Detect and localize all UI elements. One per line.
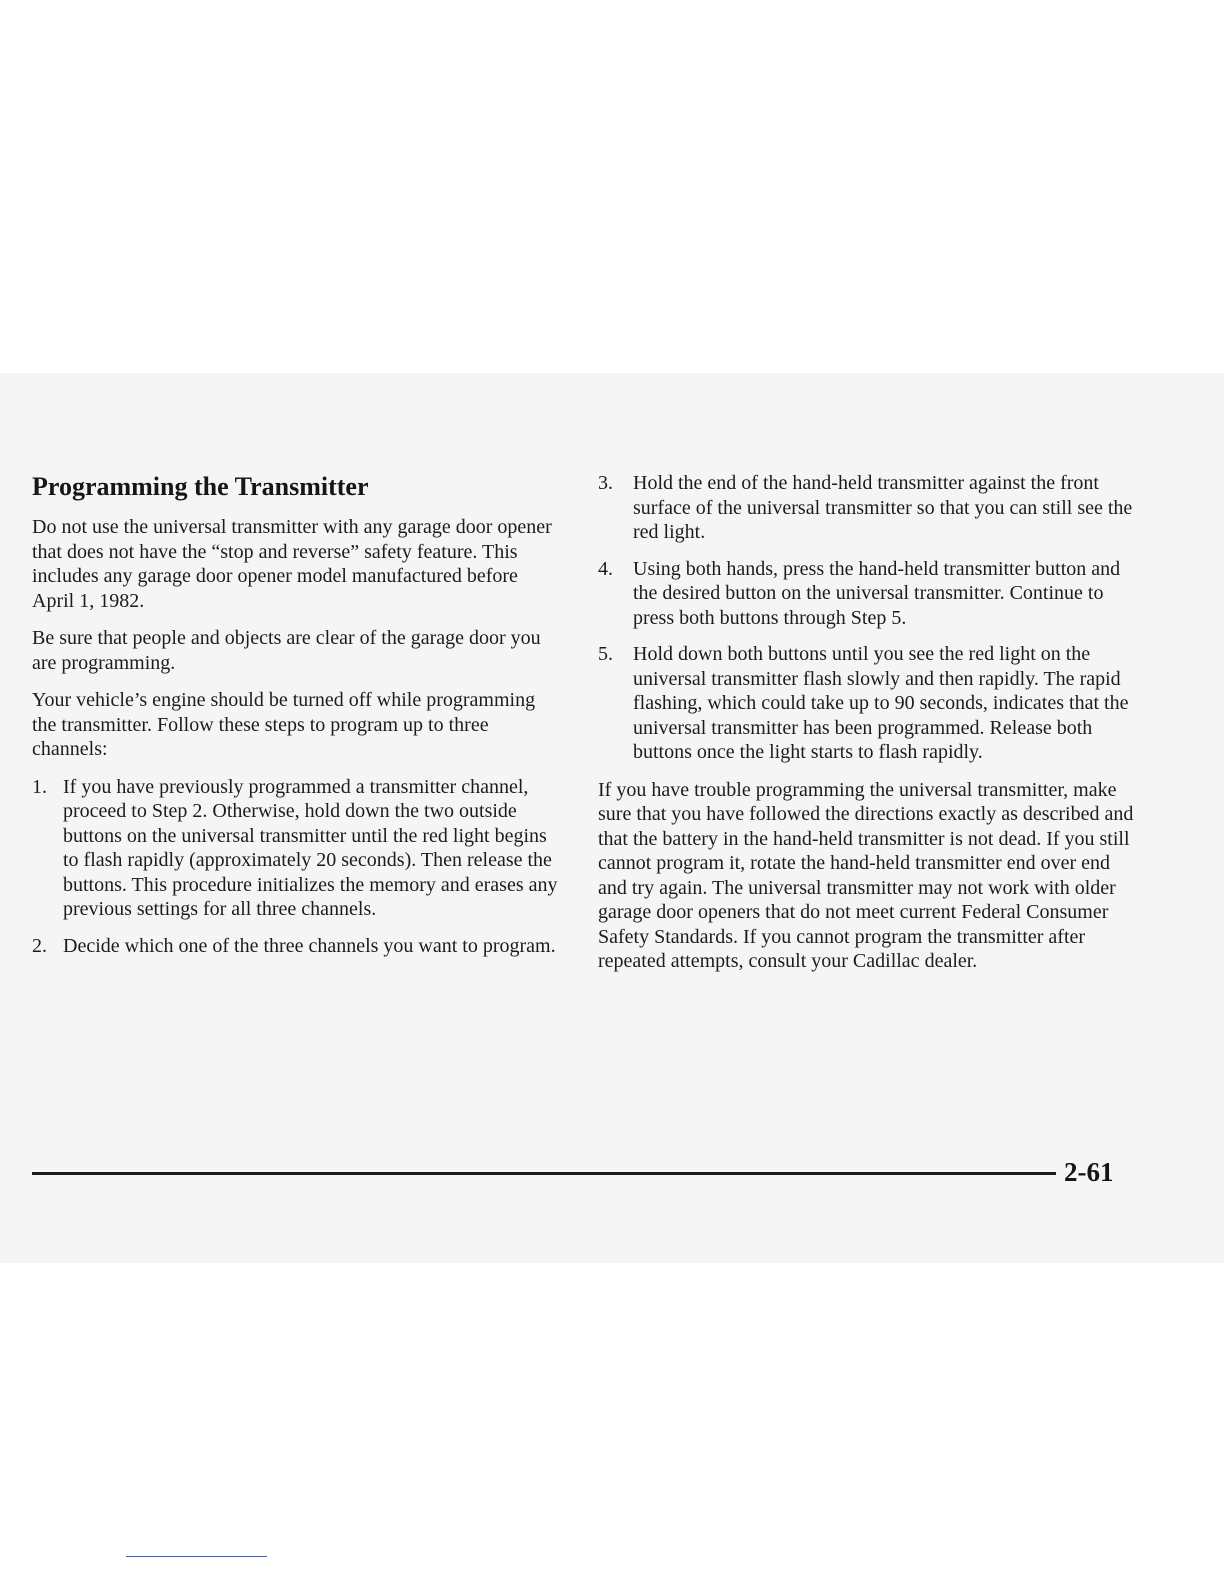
step-item xyxy=(32,775,562,922)
footer-rule xyxy=(32,1172,1056,1175)
step-number: 3. xyxy=(598,472,613,494)
step-item xyxy=(32,934,562,959)
right-column xyxy=(598,471,1138,987)
page-number: 2-61 xyxy=(1064,1157,1114,1187)
safety-warning-paragraph: Do not use the universal transmitter with any garage door opener that does not have the “stop and reverse” safety feature. This includes any garage door opener model manufactured before April 1, 1982. xyxy=(32,516,552,612)
steps-list-right xyxy=(598,471,1138,765)
step-item xyxy=(598,471,1138,545)
step-item xyxy=(598,642,1138,765)
step-number: 4. xyxy=(598,557,613,580)
underline-mark xyxy=(126,1556,267,1557)
engine-off-paragraph: Your vehicle’s engine should be turned off while programming the transmitter. Follow these steps to program up to three channels: xyxy=(32,689,536,760)
step-text: Using both hands, press the hand-held transmitter button and the desired button on the universal transmitter. Continue to press both buttons through Step 5. xyxy=(633,557,1121,629)
left-column xyxy=(32,471,562,971)
step-text: If you have previously programmed a transmitter channel, proceed to Step 2. Otherwise, hold down the two outside buttons on the universal transmitter until the red light begins to flash rapidly (approximately 20 seconds). Then release the buttons. This procedure initializes the memory and erases any previous settings for all three channels. xyxy=(63,775,558,920)
step-text: Hold the end of the hand-held transmitter against the front surface of the universal transmitter so that you can still see the red light. xyxy=(633,472,1133,543)
step-text: Decide which one of the three channels you want to program. xyxy=(63,934,556,957)
troubleshooting-paragraph: If you have trouble programming the universal transmitter, make sure that you have followed the directions exactly as described and that the battery in the hand-held transmitter is not dead. If you still cannot program it, rotate the hand-held transmitter end over end and try again. The universal transmitter may not work with older garage door openers that do not meet current Federal Consumer Safety Standards. If you cannot program the transmitter after repeated attempts, consult your Cadillac dealer. xyxy=(598,778,1134,972)
step-number: 1. xyxy=(32,775,47,798)
clearance-paragraph: Be sure that people and objects are clear of the garage door you are programming. xyxy=(32,627,541,674)
steps-list-left xyxy=(32,775,562,959)
step-number: 2. xyxy=(32,934,47,957)
section-heading: Programming the Transmitter xyxy=(32,472,369,501)
step-item xyxy=(598,557,1138,631)
step-number: 5. xyxy=(598,643,613,665)
step-text: Hold down both buttons until you see the red light on the universal transmitter flash slowly and then rapidly. The rapid flashing, which could take up to 90 seconds, indicates that the universal transmitter has been programmed. Release both buttons once the light starts to flash rapidly. xyxy=(633,643,1129,763)
